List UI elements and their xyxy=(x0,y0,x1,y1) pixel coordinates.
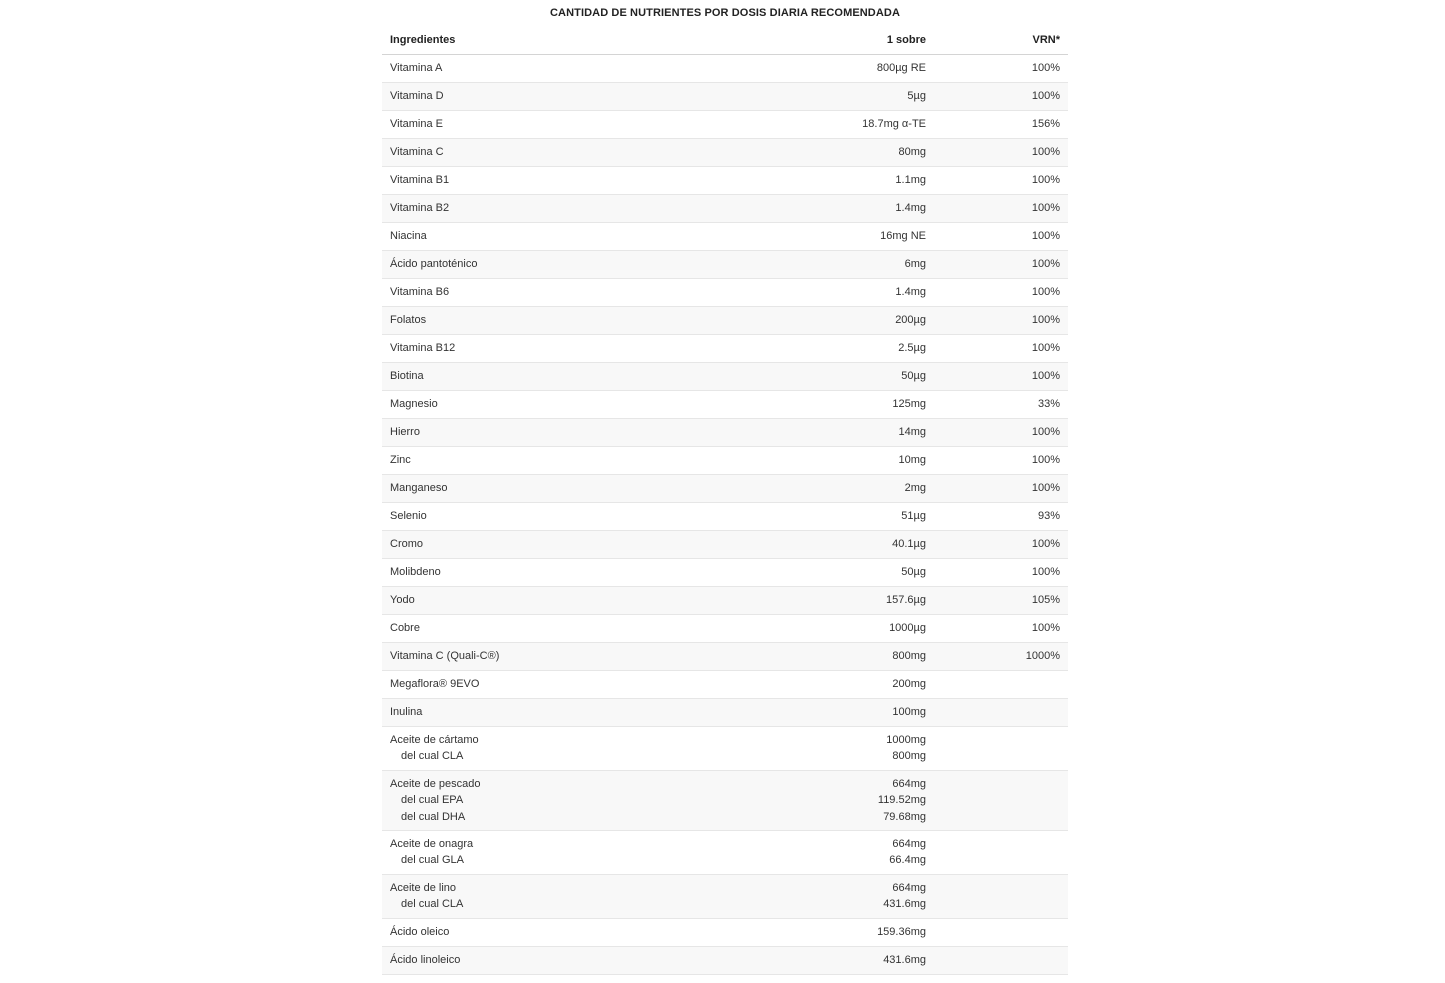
table-row xyxy=(382,699,1068,727)
ingredient-name: Ácido pantoténico xyxy=(382,251,796,279)
table-row xyxy=(382,531,1068,559)
ingredient-name: Vitamina B2 xyxy=(382,195,796,223)
vrn-value xyxy=(934,770,1068,830)
table-row xyxy=(382,111,1068,139)
table-row xyxy=(382,503,1068,531)
table-row xyxy=(382,391,1068,419)
table-row-group xyxy=(382,727,1068,771)
vrn-value: 100% xyxy=(934,223,1068,251)
ingredient-name: Vitamina E xyxy=(382,111,796,139)
dose-value: 5µg xyxy=(796,83,934,111)
dose-value: 1000µg xyxy=(796,615,934,643)
ingredient-name: Vitamina B12 xyxy=(382,335,796,363)
vrn-value: 156% xyxy=(934,111,1068,139)
vrn-value: 100% xyxy=(934,83,1068,111)
ingredient-name: Zinc xyxy=(382,447,796,475)
table-row xyxy=(382,918,1068,946)
table-body xyxy=(382,55,1068,975)
dose-value: 80mg xyxy=(796,139,934,167)
header-ingredients: Ingredientes xyxy=(382,26,796,55)
table-row xyxy=(382,419,1068,447)
dose-value: 200mg xyxy=(796,671,934,699)
vrn-value: 100% xyxy=(934,363,1068,391)
dose-value: 6mg xyxy=(796,251,934,279)
nutrient-table xyxy=(382,26,1068,975)
ingredient-group-dose xyxy=(796,770,934,830)
table-row xyxy=(382,279,1068,307)
sub-dose-value: 119.52mg xyxy=(877,794,926,807)
table-row xyxy=(382,307,1068,335)
ingredient-group-dose xyxy=(796,727,934,771)
dose-value: 14mg xyxy=(796,419,934,447)
dose-value: 18.7mg α-TE xyxy=(796,111,934,139)
vrn-value xyxy=(934,946,1068,974)
dose-value: 1000mg xyxy=(886,734,926,746)
ingredient-name: Aceite de onagra xyxy=(390,838,474,851)
sub-ingredient-name: del cual CLA xyxy=(401,750,464,763)
table-row-group xyxy=(382,874,1068,918)
ingredient-name: Niacina xyxy=(382,223,796,251)
ingredient-name: Vitamina B6 xyxy=(382,279,796,307)
table-title: CANTIDAD DE NUTRIENTES POR DOSIS DIARIA RECOMENDADA xyxy=(550,7,900,19)
dose-value: 800mg xyxy=(796,643,934,671)
ingredient-group-name xyxy=(382,874,796,918)
vrn-value: 100% xyxy=(934,531,1068,559)
dose-value: 50µg xyxy=(796,559,934,587)
dose-value: 200µg xyxy=(796,307,934,335)
ingredient-name: Cobre xyxy=(382,615,796,643)
vrn-value xyxy=(934,874,1068,918)
sub-ingredient-name: del cual DHA xyxy=(401,810,466,823)
ingredient-group-dose xyxy=(796,831,934,875)
vrn-value: 100% xyxy=(934,335,1068,363)
ingredient-name: Magnesio xyxy=(382,391,796,419)
header-row xyxy=(382,26,1068,55)
vrn-value: 100% xyxy=(934,139,1068,167)
dose-value: 159.36mg xyxy=(796,918,934,946)
table-row xyxy=(382,167,1068,195)
ingredient-group-name xyxy=(382,770,796,830)
dose-value: 2mg xyxy=(796,475,934,503)
ingredient-name: Selenio xyxy=(382,503,796,531)
vrn-value: 1000% xyxy=(934,643,1068,671)
table-row xyxy=(382,223,1068,251)
table-row xyxy=(382,946,1068,974)
vrn-value: 100% xyxy=(934,279,1068,307)
vrn-value: 100% xyxy=(934,447,1068,475)
vrn-value: 93% xyxy=(934,503,1068,531)
dose-value: 51µg xyxy=(796,503,934,531)
sub-dose-value: 66.4mg xyxy=(889,854,926,867)
dose-value: 431.6mg xyxy=(796,946,934,974)
table-row xyxy=(382,139,1068,167)
vrn-value xyxy=(934,918,1068,946)
dose-value: 40.1µg xyxy=(796,531,934,559)
table-row xyxy=(382,83,1068,111)
ingredient-name: Aceite de pescado xyxy=(390,777,481,790)
dose-value: 157.6µg xyxy=(796,587,934,615)
dose-value: 125mg xyxy=(796,391,934,419)
dose-value: 50µg xyxy=(796,363,934,391)
table-row xyxy=(382,475,1068,503)
ingredient-name: Vitamina C xyxy=(382,139,796,167)
dose-value: 664mg xyxy=(892,838,926,851)
ingredient-name: Vitamina B1 xyxy=(382,167,796,195)
dose-value: 1.4mg xyxy=(796,195,934,223)
dose-value: 100mg xyxy=(796,699,934,727)
vrn-value: 100% xyxy=(934,419,1068,447)
sub-dose-value: 800mg xyxy=(892,750,926,763)
ingredient-name: Aceite de lino xyxy=(390,881,457,894)
nutrient-panel xyxy=(382,0,1068,975)
vrn-value: 100% xyxy=(934,55,1068,83)
table-row xyxy=(382,195,1068,223)
vrn-value: 100% xyxy=(934,251,1068,279)
sub-ingredient-name: del cual EPA xyxy=(401,794,464,807)
sub-dose-value: 79.68mg xyxy=(883,810,926,823)
table-row xyxy=(382,55,1068,83)
dose-value: 10mg xyxy=(796,447,934,475)
vrn-value: 100% xyxy=(934,475,1068,503)
ingredient-group-name xyxy=(382,727,796,771)
table-row xyxy=(382,559,1068,587)
vrn-value xyxy=(934,727,1068,771)
ingredient-name: Molibdeno xyxy=(382,559,796,587)
vrn-value: 105% xyxy=(934,587,1068,615)
ingredient-name: Biotina xyxy=(382,363,796,391)
ingredient-name: Vitamina D xyxy=(382,83,796,111)
dose-value: 800µg RE xyxy=(796,55,934,83)
ingredient-name: Megaflora® 9EVO xyxy=(382,671,796,699)
vrn-value xyxy=(934,671,1068,699)
vrn-value: 100% xyxy=(934,615,1068,643)
table-row xyxy=(382,671,1068,699)
table-row xyxy=(382,615,1068,643)
table-row-group xyxy=(382,770,1068,830)
table-row xyxy=(382,643,1068,671)
ingredient-name: Vitamina C (Quali-C®) xyxy=(382,643,796,671)
dose-value: 2.5µg xyxy=(796,335,934,363)
table-row xyxy=(382,587,1068,615)
ingredient-name: Vitamina A xyxy=(382,55,796,83)
dose-value: 16mg NE xyxy=(796,223,934,251)
table-row-group xyxy=(382,831,1068,875)
ingredient-name: Ácido oleico xyxy=(382,918,796,946)
vrn-value: 100% xyxy=(934,167,1068,195)
table-row xyxy=(382,363,1068,391)
dose-value: 664mg xyxy=(892,881,926,894)
sub-ingredient-name: del cual GLA xyxy=(401,854,464,867)
ingredient-name: Aceite de cártamo xyxy=(390,734,479,746)
vrn-value: 33% xyxy=(934,391,1068,419)
ingredient-name: Manganeso xyxy=(382,475,796,503)
table-row xyxy=(382,447,1068,475)
ingredient-name: Inulina xyxy=(382,699,796,727)
ingredient-name: Folatos xyxy=(382,307,796,335)
header-vrn: VRN* xyxy=(934,26,1068,55)
dose-value: 1.1mg xyxy=(796,167,934,195)
table-row xyxy=(382,335,1068,363)
ingredient-name: Ácido linoleico xyxy=(382,946,796,974)
ingredient-group-name xyxy=(382,831,796,875)
vrn-value: 100% xyxy=(934,559,1068,587)
ingredient-name: Cromo xyxy=(382,531,796,559)
ingredient-name: Yodo xyxy=(382,587,796,615)
vrn-value: 100% xyxy=(934,195,1068,223)
table-row xyxy=(382,251,1068,279)
vrn-value xyxy=(934,831,1068,875)
header-dose: 1 sobre xyxy=(796,26,934,55)
dose-value: 664mg xyxy=(892,777,926,790)
ingredient-group-dose xyxy=(796,874,934,918)
sub-dose-value: 431.6mg xyxy=(883,898,926,911)
dose-value: 1.4mg xyxy=(796,279,934,307)
sub-ingredient-name: del cual CLA xyxy=(401,898,464,911)
vrn-value xyxy=(934,699,1068,727)
vrn-value: 100% xyxy=(934,307,1068,335)
ingredient-name: Hierro xyxy=(382,419,796,447)
